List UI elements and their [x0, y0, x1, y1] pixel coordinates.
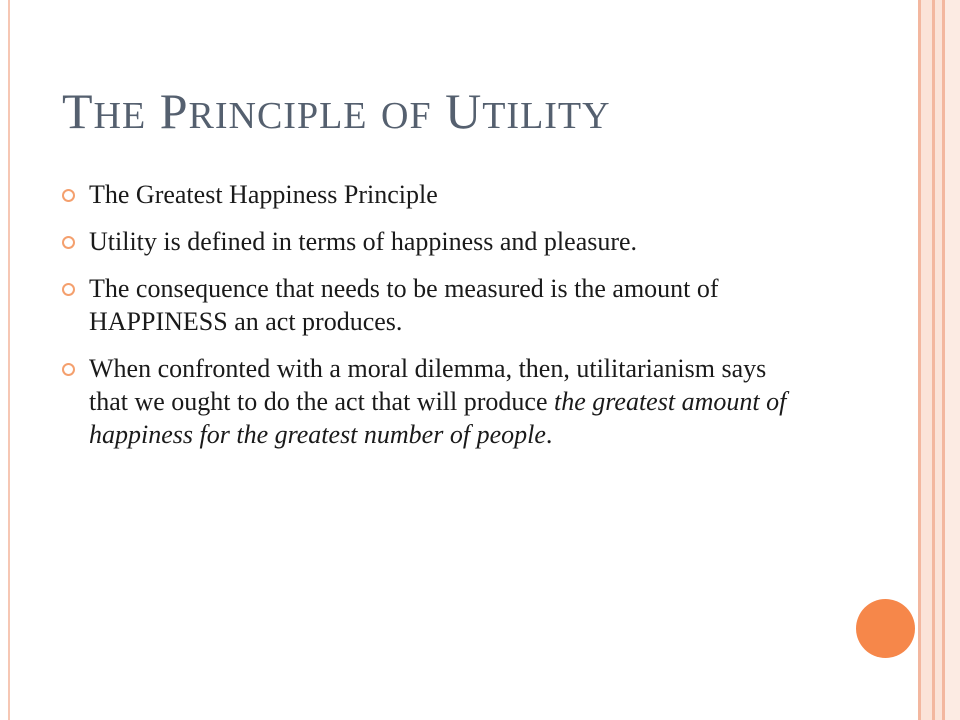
slide-title — [62, 82, 882, 140]
bullet-italic-text: the greatest amount of happiness for the greatest number of people — [89, 387, 787, 449]
orange-circle-icon — [856, 599, 915, 658]
title-smallcaps: HE — [93, 95, 147, 137]
left-border-line — [8, 0, 10, 720]
title-smallcaps: RINCIPLE — [188, 95, 368, 137]
bullet-ring-icon — [62, 283, 75, 296]
right-stripe — [935, 0, 942, 720]
bullet-text: The consequence that needs to be measured is the amount of HAPPINESS an act produces. — [89, 274, 719, 336]
title-smallcaps: TILITY — [482, 95, 611, 137]
bullet-text: When confronted with a moral dilemma, then, utilitarianism says that we ought to do the act that will produce — [89, 354, 767, 416]
bullet-text: Utility is defined in terms of happiness and pleasure. — [89, 227, 638, 256]
right-stripe — [921, 0, 932, 720]
bullet-item — [62, 272, 792, 338]
bullet-item — [62, 225, 792, 258]
title-cap: T — [62, 83, 94, 139]
bullet-text: The Greatest Happiness Principle — [89, 180, 438, 209]
bullet-list — [62, 178, 792, 465]
bullet-item — [62, 178, 792, 211]
bullet-ring-icon — [62, 363, 75, 376]
bullet-text-end: . — [545, 420, 553, 449]
bullet-ring-icon — [62, 236, 75, 249]
title-cap: P — [159, 83, 189, 139]
title-cap: U — [445, 83, 483, 139]
bullet-ring-icon — [62, 189, 75, 202]
title-smallcaps: OF — [381, 95, 432, 137]
bullet-item — [62, 352, 792, 451]
right-stripe — [945, 0, 960, 720]
